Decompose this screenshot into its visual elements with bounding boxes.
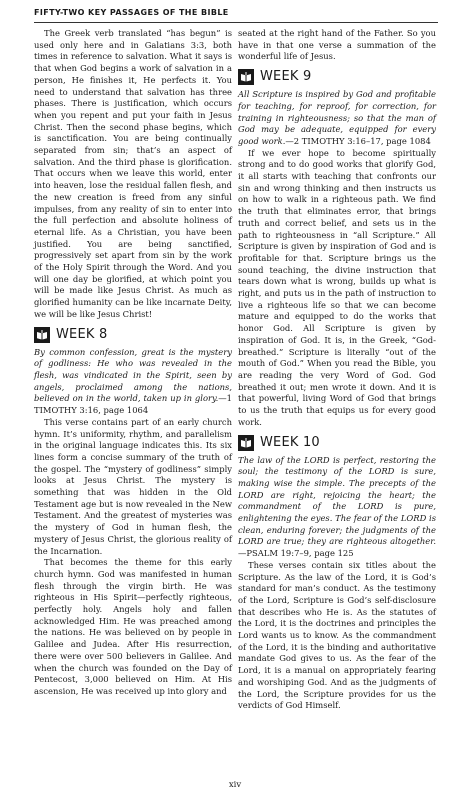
week-10-scripture — [238, 455, 436, 560]
week-10-label: WEEK 10 — [260, 434, 320, 450]
left-column — [34, 28, 232, 698]
week-10-paragraph-1: These verses contain six titles about the Scripture. As the law of the Lord, it is God’s standard for man’s conduct. As the testimony of the Lord, Scripture is God’s self-disclosure that describes who He is. As the statutes of the Lord, it is the doctrines and principles the Lord wants us to know. As the commandment of the Lord, it is the binding and authoritative mandate God gives to us. As the fear of the Lord, it is a manual on appropriately fearing and worshiping God. And as the judgments of the Lord, the Scripture provides for us the verdicts of God Himself. — [238, 559, 436, 711]
week-10-heading — [238, 435, 436, 451]
intro-paragraph: The Greek verb translated “has begun” is used only here and in Galatians 3:3, both times in reference to salvation. What it says is that when God begins a work of salvation in a person, He finishes it, He perfects it. You need to understand that salvation has three phases. There is justification, which occurs when you repent and put your faith in Jesus Christ. Then the second phase begins, which is sanctification. You are being continually separated from sin; that’s an aspect of salvation. And the third phase is glorification. That occurs when we leave this world, enter into heaven, lose the residual fallen flesh, and the new creation is freed from any sinful impulses, from any reality of sin to enter into the full perfection and absolute holiness of eternal life. As a Christian, you have been justified. You are being sanctified, progressively set apart from sin by the work of the Holy Spirit through the Word. And you will one day be glorified, at which point you will be made like Jesus Christ. As much as glorified humanity can be like incarnate Deity, we will be like Jesus Christ! — [34, 28, 232, 319]
week-8-label: WEEK 8 — [56, 326, 108, 342]
week-8-scripture — [34, 347, 232, 417]
week-8-reference: —1 TIMOTHY 3:16, page 1064 — [34, 393, 232, 416]
right-column — [238, 28, 436, 712]
week-10-reference: —PSALM 19:7–9, page 125 — [238, 548, 354, 559]
week-9-paragraph-1: If we ever hope to become spiritually strong and to do good works that glorify God, it all starts with teaching that confronts our sin and wrong thinking and then instructs us on how to walk in a righteous path. We find the truth that eliminates error, that brings truth and correct belief, and sets us in the path to righteousness in “all Scripture.” All Scripture is given by inspiration of God and is profitable for that. Scripture brings us the sound teaching, the divine instruction that tears down what is wrong, builds up what is right, and puts us in the path of instruction to live a righteous life so that we can become mature and equipped to do the works that honor God. All Scripture is given by inspiration of God. It is, in the Greek, “God-breathed.” Scripture is literally “out of the mouth of God.” When you read the Bible, you are reading the very Word of God. God breathed it out; men wrote it down. And it is that powerful, living Word of God that brings to us the truth that equips us for every good work. — [238, 147, 436, 427]
running-head: FIFTY-TWO KEY PASSAGES OF THE BIBLE — [34, 8, 229, 17]
page-number: xiv — [228, 780, 242, 790]
week-9-reference: —2 TIMOTHY 3:16–17, page 1084 — [285, 135, 431, 146]
week-9-heading — [238, 69, 436, 85]
open-book-icon — [34, 327, 50, 343]
header-rule — [34, 22, 438, 23]
week-9-label: WEEK 9 — [260, 69, 312, 85]
week-8-paragraph-2: That becomes the theme for this early church hymn. God was manifested in human flesh through the virgin birth. He was righteous in His Spirit—perfectly righteous, perfectly holy. Angels holy and fallen acknowledged Him. He was preached among the nations. He was believed on by people in Galilee and Judea. After His resurrection, there were over 500 believers in Galilee. And when the church was founded on the Day of Pentecost, 3,000 believed on Him. At His ascension, He was received up into glory and — [34, 557, 232, 696]
week-10-scripture-text: The law of the LORD is perfect, restoring the soul; the testimony of the LORD is sure, making wise the simple. The precepts of the LORD are right, rejoicing the heart; the commandment of the LORD is pure, enlightening the eyes. The fear of the LORD is clean, enduring forever; the judgments of the LORD are true; they are righteous altogether. — [238, 454, 436, 547]
open-book-icon — [238, 435, 254, 451]
week-9-scripture-text: All Scripture is inspired by God and profitable for teaching, for reproof, for correction, for training in righteousness; so that the man of God may be adequate, equipped for every good work. — [238, 89, 436, 146]
week-8-heading — [34, 327, 232, 343]
week-8-paragraph-1: This verse contains part of an early church hymn. It’s uniformity, rhythm, and parallelism in the original language indicates this. Its six lines form a concise summary of the truth of the gospel. The “mystery of godliness” simply looks at Jesus Christ. The mystery is something that was hidden in the Old Testament age but is now revealed in the New Testament. And the greatest of mysteries was the mystery of God in human flesh, the mystery of Jesus Christ, the glorious reality of the Incarnation. — [34, 416, 232, 556]
week-9-scripture — [238, 89, 436, 148]
open-book-icon — [238, 69, 254, 85]
week-8-scripture-text: By common confession, great is the mystery of godliness: He who was revealed in the flesh, was vindicated in the Spirit, seen by angels, proclaimed among the nations, believed on in the world, taken up in glory. — [34, 346, 232, 404]
continuation-paragraph: seated at the right hand of the Father. So you have in that one verse a summation of the wonderful life of Jesus. — [238, 28, 436, 62]
